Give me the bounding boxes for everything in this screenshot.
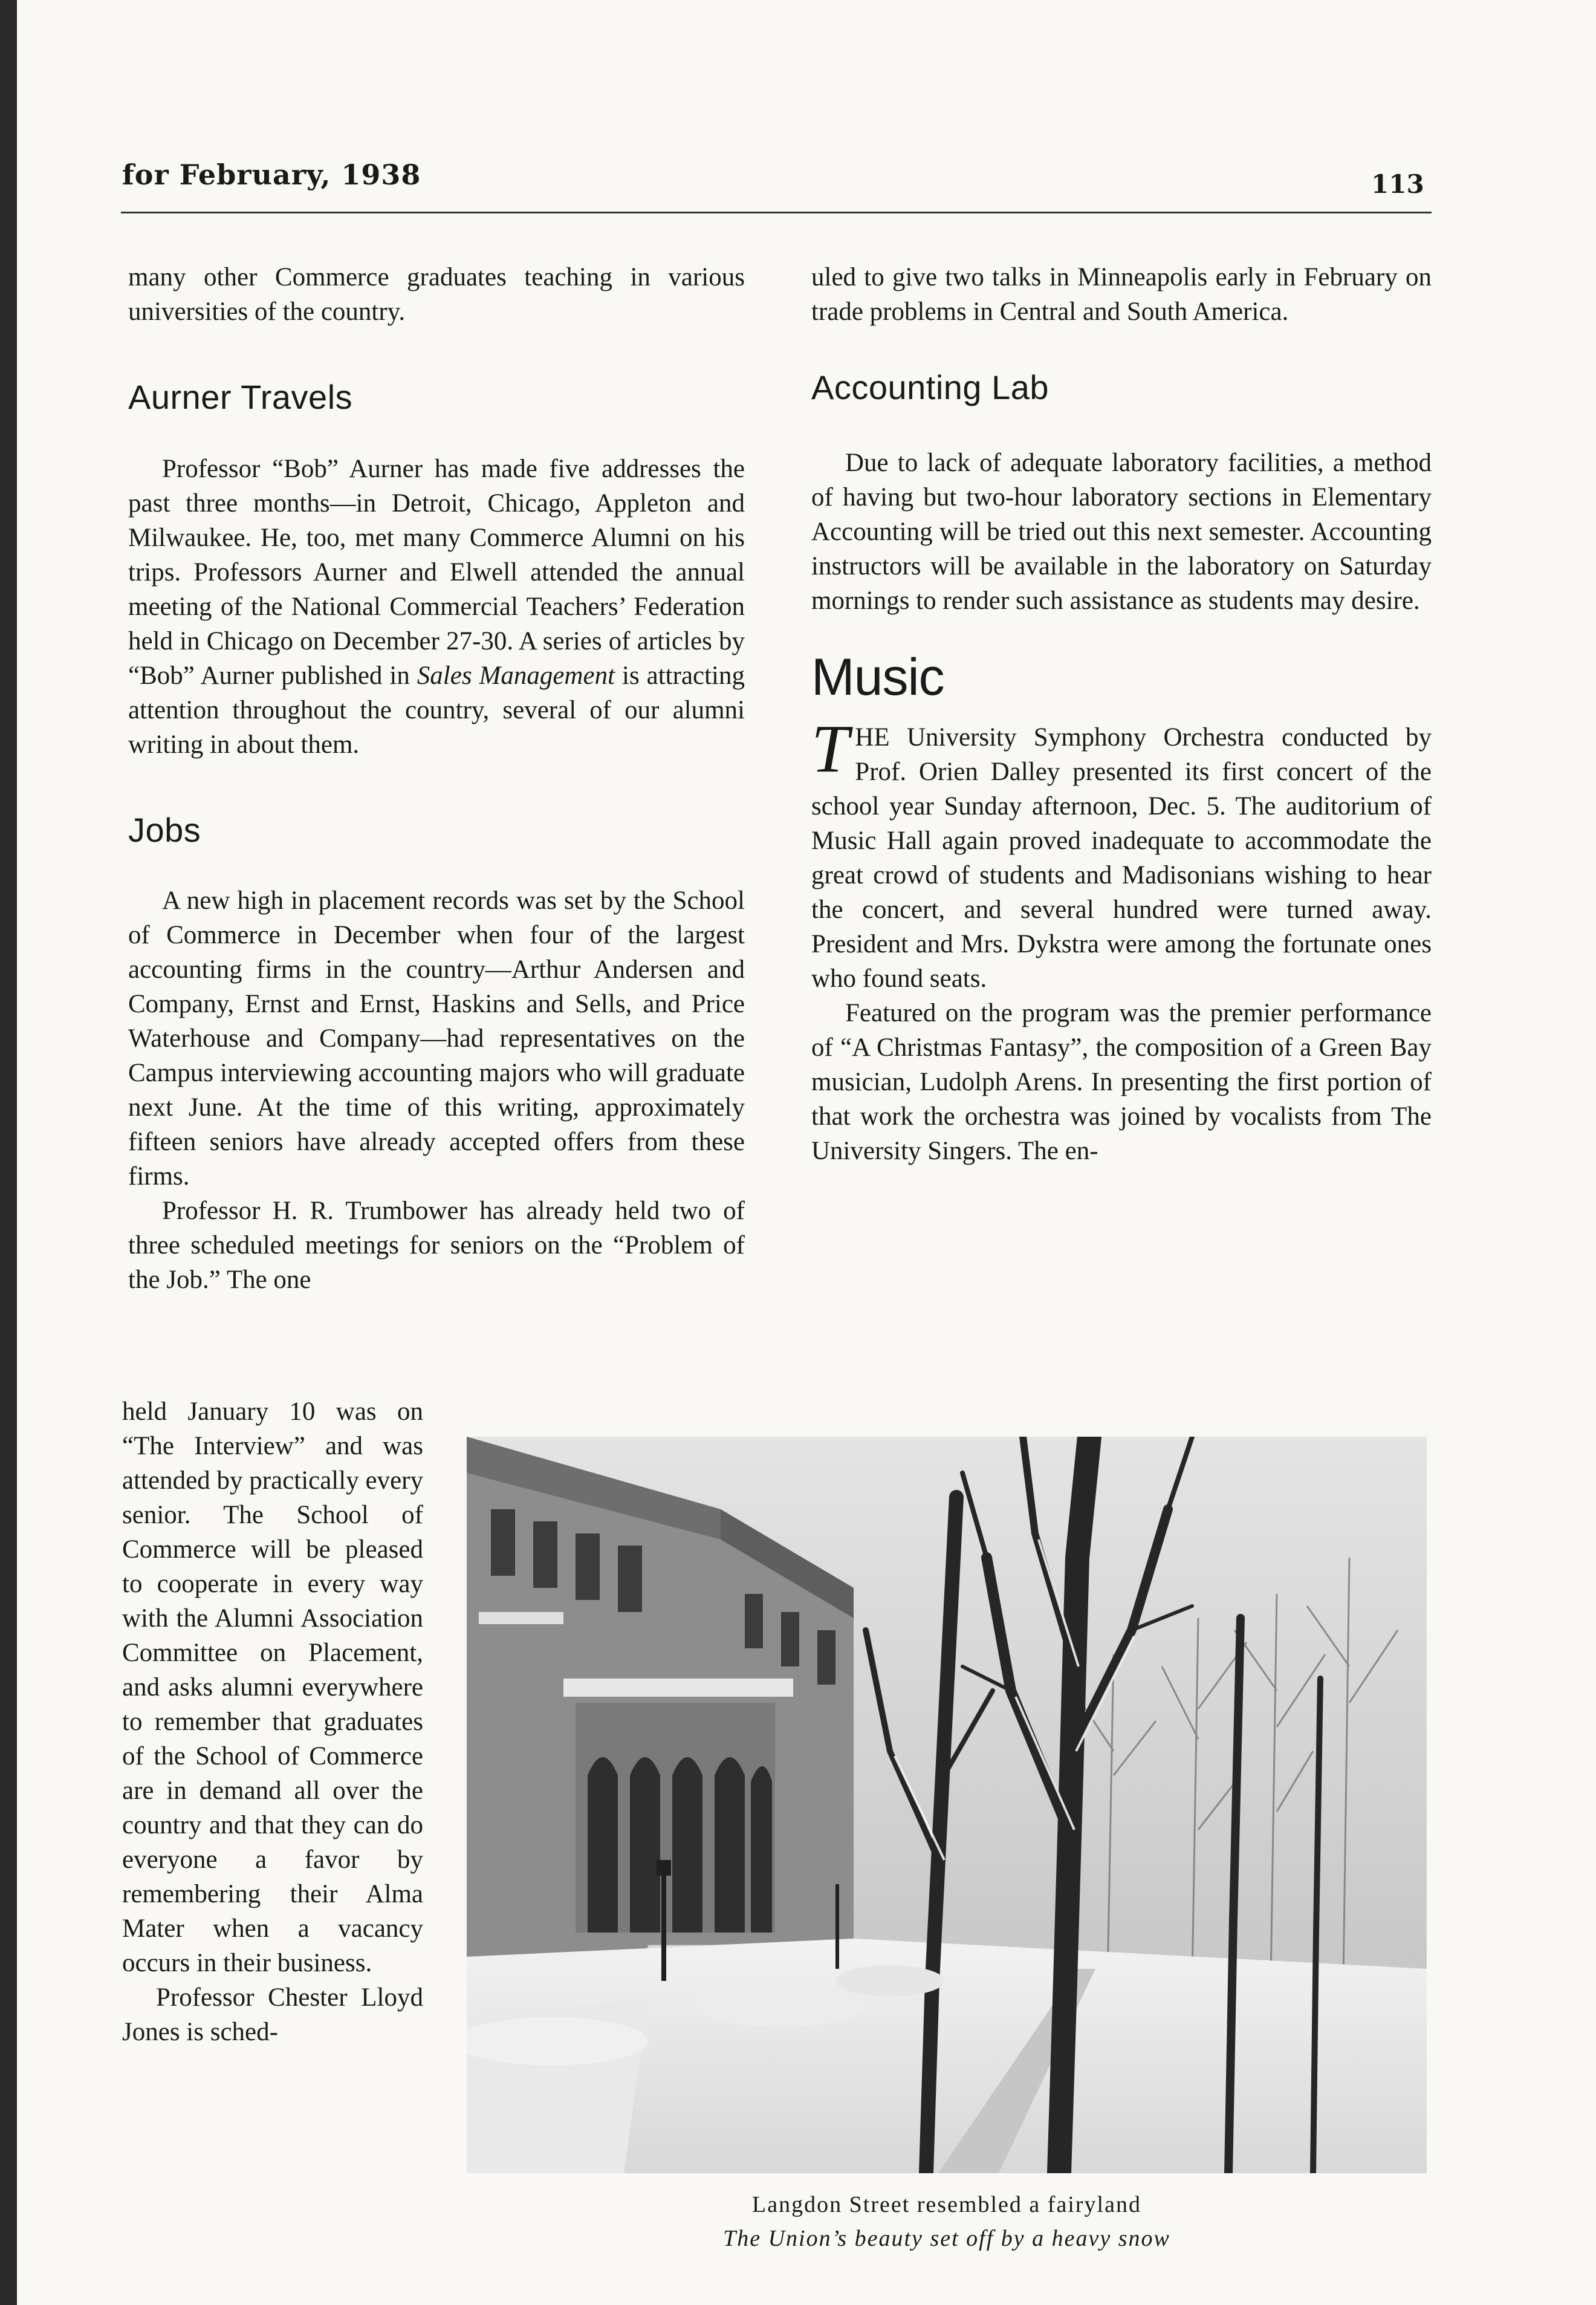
- jones-paragraph-continued: uled to give two talks in Minneapolis early in February on trade problems in Central and South America.: [811, 263, 1432, 326]
- music-paragraph-1: [811, 712, 1432, 996]
- aurner-heading: Aurner Travels: [128, 378, 353, 416]
- jobs-heading: Jobs: [128, 811, 201, 849]
- drop-cap: T: [811, 712, 849, 787]
- right-column: [811, 260, 1432, 1168]
- music-paragraph-1-text: HE University Symphony Orchestra conducted by Prof. Orien Dalley presented its first concert of the school year Sunday afternoon, Dec. 5. The auditorium of Music Hall again proved inadequate to accommodate the great crowd of students and Madisonians wishing to hear the concert, and several hundred were turned away. President and Mrs. Dykstra were among the fortunate ones who found seats.: [811, 723, 1432, 993]
- jobs-paragraph-2: Professor H. R. Trumbower has already held two of three scheduled meetings for seniors on the “Problem of the Job.” The one: [128, 1197, 745, 1294]
- sales-management-title: Sales Management: [417, 662, 615, 690]
- snow-street-photo: [467, 1437, 1427, 2173]
- photo-caption-line-1: Langdon Street resembled a fairyland: [752, 2192, 1141, 2217]
- photo-illustration: [467, 1437, 1427, 2173]
- music-paragraph-2: Featured on the program was the premier performance of “A Christmas Fantasy”, the composition of a Green Bay musician, Ludolph Arens. In presenting the first portion of that work the orchestra was joined by vocalists from The University Singers. The en-: [811, 999, 1432, 1165]
- aurner-paragraph: [128, 452, 745, 762]
- header-rule: [121, 212, 1432, 213]
- photo-caption-line-2: The Union’s beauty set off by a heavy snow: [723, 2226, 1170, 2251]
- scan-edge: [0, 0, 17, 2305]
- music-heading: Music: [811, 648, 944, 706]
- aurner-text-a: Professor “Bob” Aurner has made five addresses the past three months—in Detroit, Chicago, Appleton and Milwaukee. He, too, met many Commerce Alumni on his trips. Professors Aurner and Elwell attended the annual meeting of the National Commercial Teachers’ Federation held in Chicago on December 27-30. A series of articles by “Bob” Aurner published in: [128, 455, 745, 690]
- narrow-column: [122, 1394, 423, 2049]
- issue-date: for February, 1938: [122, 158, 421, 191]
- accounting-heading: Accounting Lab: [811, 368, 1049, 406]
- jones-paragraph: Professor Chester Lloyd Jones is sched-: [122, 1983, 423, 2046]
- page-number: 113: [1371, 169, 1424, 199]
- accounting-paragraph: Due to lack of adequate laboratory facilities, a method of having but two-hour laboratory sections in Elementary Accounting will be tried out this next semester. Accounting instructors will be available in the laboratory on Saturday mornings to render such assistance as students may desire.: [811, 449, 1432, 615]
- left-column: [128, 260, 745, 1297]
- jobs-paragraph-1: A new high in placement records was set by the School of Commerce in December when four of the largest accounting firms in the country—Arthur Andersen and Company, Ernst and Ernst, Haskins and Sells, and Price Waterhouse and Company—had representatives on the Campus interviewing accounting majors who will graduate next June. At the time of this writing, approximately fifteen seniors have already accepted offers from these firms.: [128, 886, 745, 1191]
- jobs-paragraph-continued: held January 10 was on “The Interview” and was attended by practically every senior. The School of Commerce will be pleased to cooperate in every way with the Alumni Association Committee on Placement, and asks alumni everywhere to remember that graduates of the School of Commerce are in demand all over the country and that they can do everyone a favor by remembering their Alma Mater when a vacancy occurs in their business.: [122, 1397, 423, 1977]
- intro-paragraph: many other Commerce graduates teaching in various universities of the country.: [128, 263, 745, 326]
- aurner-text-b: is attracting attention throughout the country, several of our alumni writing in about them.: [128, 662, 745, 759]
